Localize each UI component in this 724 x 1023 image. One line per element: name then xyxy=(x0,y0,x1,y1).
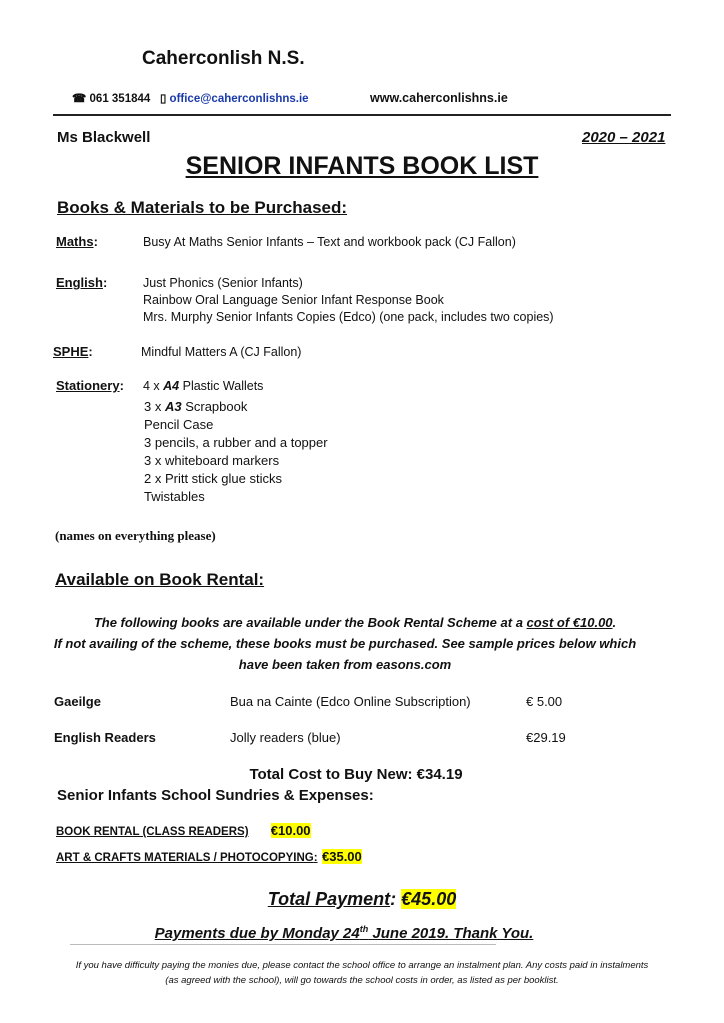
sundry-item: BOOK RENTAL (CLASS READERS) €10.00 xyxy=(56,823,311,838)
total-payment: Total Payment: €45.00 xyxy=(267,889,457,909)
english-item: Just Phonics (Senior Infants) xyxy=(143,276,303,290)
rental-row-price: € 5.00 xyxy=(526,694,563,709)
footer-line2: (as agreed with the school), will go towards the school costs in order, as listed as per booklist. xyxy=(165,975,559,986)
english-item: Mrs. Murphy Senior Infants Copies (Edco) (one pack, includes two copies) xyxy=(143,310,554,324)
email xyxy=(160,91,309,105)
stationery-item: Pencil Case xyxy=(144,417,214,432)
total-payment-amount: €45.00 xyxy=(401,889,457,909)
stationery-item: 3 pencils, a rubber and a topper xyxy=(144,435,328,450)
teacher-name: Ms Blackwell xyxy=(57,129,151,146)
stationery-label: Stationery: xyxy=(56,378,124,393)
footer-divider xyxy=(70,944,496,945)
rental-row-title: Bua na Cainte (Edco Online Subscription) xyxy=(230,694,471,709)
rental-note-line1: The following books are available under the Book Rental Scheme at a cost of €10.00. xyxy=(93,615,617,630)
sundry-amount: €10.00 xyxy=(270,823,311,838)
rental-note-line2: If not availing of the scheme, these books must be purchased. See sample prices below which xyxy=(53,636,637,651)
rental-row-subject: Gaeilge xyxy=(54,694,101,709)
page-title: SENIOR INFANTS BOOK LIST xyxy=(185,152,539,180)
email-link[interactable]: office@caherconlishns.ie xyxy=(169,93,309,105)
maths-label: Maths: xyxy=(56,234,98,249)
stationery-item: 2 x Pritt stick glue sticks xyxy=(144,471,282,486)
total-cost-new: Total Cost to Buy New: €34.19 xyxy=(249,766,463,783)
payment-due-note: Payments due by Monday 24th June 2019. Thank You. xyxy=(154,924,534,942)
phone xyxy=(72,91,150,105)
stationery-item: 3 x whiteboard markers xyxy=(144,453,280,468)
maths-item: Busy At Maths Senior Infants – Text and workbook pack (CJ Fallon) xyxy=(143,235,516,249)
purchase-heading: Books & Materials to be Purchased: xyxy=(57,198,348,217)
sundry-amount: €35.00 xyxy=(322,849,362,864)
stationery-item: 3 x A3 Scrapbook xyxy=(144,399,248,414)
english-item: Rainbow Oral Language Senior Infant Response Book xyxy=(143,293,444,307)
rental-heading: Available on Book Rental: xyxy=(55,570,265,589)
school-year: 2020 – 2021 xyxy=(582,129,666,146)
rental-note-line3: have been taken from easons.com xyxy=(238,657,452,672)
school-name: Caherconlish N.S. xyxy=(142,48,305,69)
stationery-item: 4 x A4 Plastic Wallets xyxy=(143,379,264,393)
sphe-item: Mindful Matters A (CJ Fallon) xyxy=(141,345,302,359)
footer-line1: If you have difficulty paying the monies due, please contact the school office to arrange an instalment plan. Any costs paid in instalments xyxy=(75,960,649,971)
english-label: English: xyxy=(56,275,108,290)
header-divider xyxy=(53,114,671,116)
phone-number: 061 351844 xyxy=(89,93,151,105)
phone-icon: ☎ xyxy=(72,93,87,105)
sphe-label: SPHE: xyxy=(53,344,93,359)
rental-row-title: Jolly readers (blue) xyxy=(230,730,341,745)
stationery-item: Twistables xyxy=(144,489,205,504)
rental-row-price: €29.19 xyxy=(526,730,566,745)
names-note: (names on everything please) xyxy=(55,528,216,543)
rental-row-subject: English Readers xyxy=(54,730,156,745)
website-link[interactable]: www.caherconlishns.ie xyxy=(370,91,508,105)
email-icon: ▯ xyxy=(160,93,167,105)
sundries-heading: Senior Infants School Sundries & Expenses: xyxy=(57,787,374,804)
sundry-item: ART & CRAFTS MATERIALS / PHOTOCOPYING: €35.00 xyxy=(56,849,362,864)
